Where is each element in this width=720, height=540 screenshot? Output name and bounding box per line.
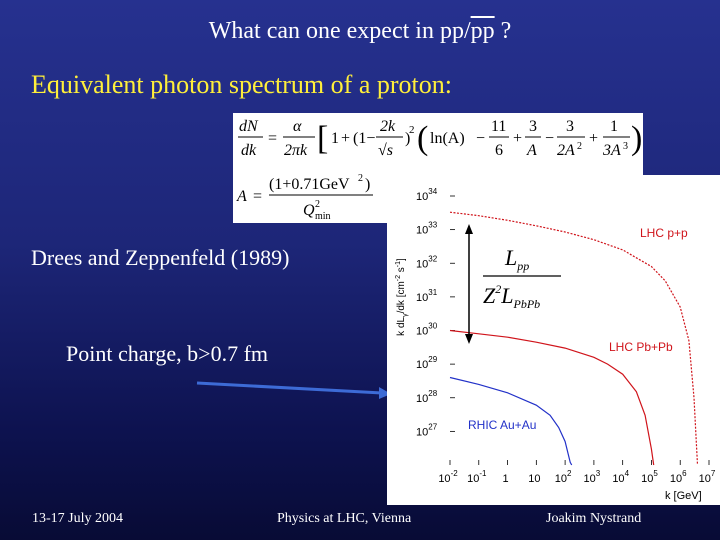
y-tick-label: $10^{27}$ bbox=[416, 422, 438, 439]
x-tick-label: $10^{-1}$ bbox=[467, 469, 487, 485]
formula-sqrts: √s bbox=[378, 142, 394, 159]
series-label: RHIC Au+Au bbox=[468, 418, 537, 432]
ratio-numerator: $L_{pp}$ bbox=[505, 245, 530, 273]
formula-alpha: α bbox=[293, 118, 302, 135]
ratio-arrow-head-down bbox=[465, 334, 473, 344]
formula-exp: 2 bbox=[315, 199, 320, 210]
formula-paren: (1− bbox=[353, 130, 376, 147]
x-tick-label: 10 bbox=[528, 473, 541, 485]
x-tick-label: 1 bbox=[502, 473, 509, 485]
y-tick-label: $10^{32}$ bbox=[416, 254, 438, 271]
formula-exp: 2 bbox=[358, 173, 363, 184]
citation: Drees and Zeppenfeld (1989) bbox=[31, 245, 290, 270]
formula-2k: 2k bbox=[380, 118, 396, 135]
formula-1: 1 bbox=[610, 118, 618, 135]
formula-bracket: [ bbox=[317, 120, 329, 157]
y-axis-label: k $dL_\gamma/dk$ [$cm^{-2}$ $s^{-1}$] bbox=[395, 258, 409, 336]
ratio-annotation bbox=[465, 224, 561, 344]
formula-ln: ln(A) bbox=[430, 130, 465, 147]
formula-bracket: ) bbox=[631, 120, 643, 157]
footer-author: Joakim Nystrand bbox=[546, 511, 642, 526]
x-tick-label: $10^4$ bbox=[612, 469, 630, 485]
pointer-arrow bbox=[195, 375, 395, 405]
formula-3: 3 bbox=[566, 118, 574, 135]
formula-3A3: 3A bbox=[603, 142, 621, 159]
x-axis-label: k [GeV] bbox=[665, 490, 702, 502]
formula-exp: 3 bbox=[623, 141, 628, 152]
formula-one: 1 bbox=[331, 130, 339, 147]
photon-spectrum-plot bbox=[387, 175, 720, 505]
formula-minus: − bbox=[545, 130, 555, 147]
formula-min: min bbox=[315, 211, 331, 222]
formula-6: 6 bbox=[495, 142, 503, 159]
x-tick-label: $10^2$ bbox=[554, 469, 572, 485]
formula-bracket: ( bbox=[417, 120, 429, 157]
formula-3: 3 bbox=[529, 118, 537, 135]
x-tick-label: $10^5$ bbox=[641, 469, 658, 485]
x-tick-label: $10^3$ bbox=[583, 469, 601, 485]
chart-svg bbox=[387, 175, 720, 505]
x-tick-label: $10^{-2}$ bbox=[438, 469, 458, 485]
y-tick-label: $10^{33}$ bbox=[416, 220, 438, 237]
y-tick-label: $10^{30}$ bbox=[416, 321, 438, 338]
formula-A-lhs: A bbox=[237, 188, 247, 205]
formula-2pik: 2πk bbox=[284, 142, 308, 159]
formula-sq: 2 bbox=[409, 124, 415, 136]
formula-eq-sign: = bbox=[268, 130, 278, 147]
y-tick-label: $10^{29}$ bbox=[416, 355, 438, 372]
ratio-arrow-head-up bbox=[465, 224, 473, 234]
series-label: LHC p+p bbox=[640, 226, 688, 240]
point-charge-label: Point charge, b>0.7 fm bbox=[66, 341, 269, 366]
formula-paren-close: ) bbox=[405, 130, 411, 147]
formula-11: 11 bbox=[491, 118, 507, 135]
footer-date: 13-17 July 2004 bbox=[32, 511, 123, 526]
x-tick-label: $10^7$ bbox=[698, 469, 716, 485]
arrow-line bbox=[197, 383, 383, 393]
formula-2A2: 2A bbox=[557, 142, 575, 159]
formula-plus: + bbox=[341, 130, 351, 147]
formula-plus: + bbox=[589, 130, 599, 147]
footer-venue: Physics at LHC, Vienna bbox=[277, 511, 412, 526]
series-label: LHC Pb+Pb bbox=[609, 340, 673, 354]
slide-subtitle: Equivalent photon spectrum of a proton: bbox=[31, 70, 452, 99]
formula-eq-sign: = bbox=[253, 188, 263, 205]
formula-minus: − bbox=[476, 130, 486, 147]
formula-Q: Q bbox=[303, 202, 315, 219]
formula-dk: dk bbox=[241, 142, 257, 159]
formula-dN: dN bbox=[239, 118, 258, 135]
formula-A-num: (1+0.71GeV bbox=[269, 176, 350, 193]
y-tick-label: $10^{28}$ bbox=[416, 388, 438, 405]
formula-paren-close: ) bbox=[365, 176, 371, 193]
formula-plus: + bbox=[513, 130, 523, 147]
y-tick-label: $10^{31}$ bbox=[416, 287, 438, 304]
slide-title: What can one expect in $pp/\overline{pp}$ ? bbox=[208, 18, 512, 44]
formula-exp: 2 bbox=[577, 141, 582, 152]
ratio-denominator: $Z^2L_{PbPb}$ bbox=[483, 282, 541, 311]
x-tick-label: $10^6$ bbox=[669, 469, 687, 485]
y-tick-label: $10^{34}$ bbox=[416, 187, 438, 203]
formula-A: A bbox=[527, 142, 537, 159]
